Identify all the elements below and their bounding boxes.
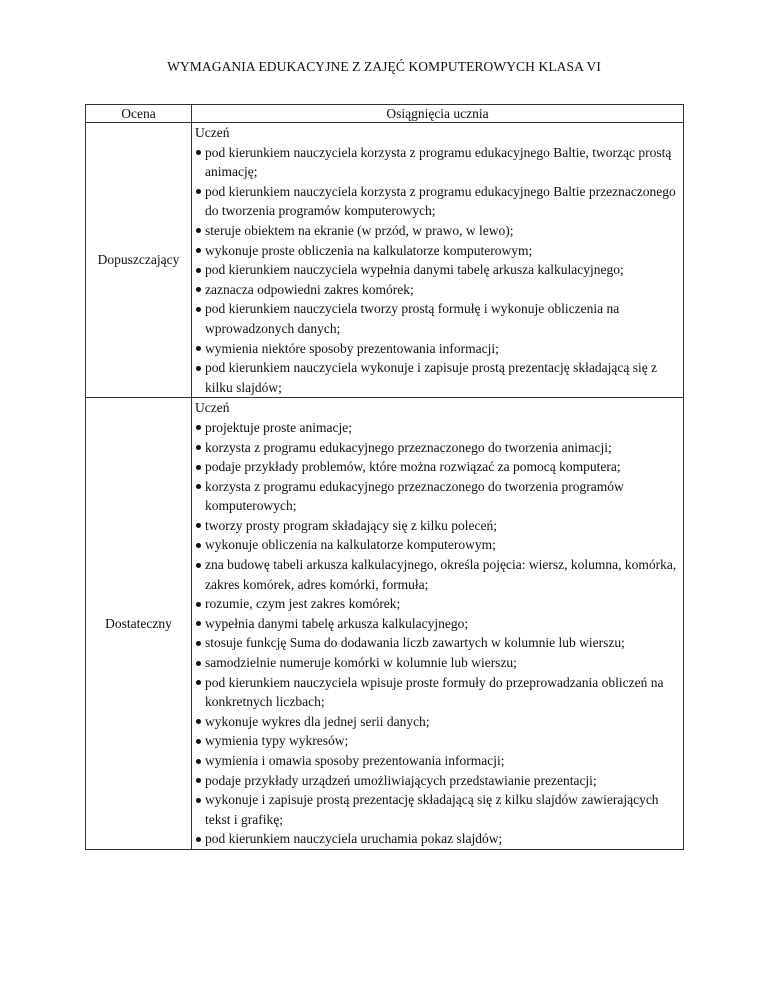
requirements-table [85, 104, 684, 850]
list-item: wypełnia danymi tabelę arkusza kalkulacyjnego; [195, 614, 680, 634]
list-item: rozumie, czym jest zakres komórek; [195, 594, 680, 614]
list-item: podaje przykłady problemów, które można rozwiązać za pomocą komputera; [195, 457, 680, 477]
list-item: wykonuje i zapisuje prostą prezentację składającą się z kilku slajdów zawierających tekst i grafikę; [195, 790, 680, 829]
list-item: wykonuje proste obliczenia na kalkulatorze komputerowym; [195, 241, 680, 261]
list-item: korzysta z programu edukacyjnego przeznaczonego do tworzenia animacji; [195, 438, 680, 458]
list-item: pod kierunkiem nauczyciela korzysta z programu edukacyjnego Baltie, tworząc prostą animację; [195, 143, 680, 182]
list-item: wymienia i omawia sposoby prezentowania informacji; [195, 751, 680, 771]
list-item: samodzielnie numeruje komórki w kolumnie lub wierszu; [195, 653, 680, 673]
header-grade: Ocena [86, 105, 192, 123]
achievements-list [195, 418, 680, 849]
list-item: wymienia niektóre sposoby prezentowania informacji; [195, 339, 680, 359]
achievements-cell [192, 398, 684, 850]
achievements-cell [192, 123, 684, 398]
list-item: pod kierunkiem nauczyciela wpisuje proste formuły do przeprowadzania obliczeń na konkretnych liczbach; [195, 673, 680, 712]
grade-cell: Dopuszczający [86, 123, 192, 398]
list-item: pod kierunkiem nauczyciela uruchamia pokaz slajdów; [195, 829, 680, 849]
list-item: tworzy prosty program składający się z kilku poleceń; [195, 516, 680, 536]
list-item: steruje obiektem na ekranie (w przód, w prawo, w lewo); [195, 221, 680, 241]
table-header-row [86, 105, 684, 123]
list-item: korzysta z programu edukacyjnego przeznaczonego do tworzenia programów komputerowych; [195, 477, 680, 516]
document-title: WYMAGANIA EDUKACYJNE Z ZAJĘĆ KOMPUTEROWYCH KLASA VI [167, 59, 601, 74]
grade-cell: Dostateczny [86, 398, 192, 850]
list-item: zaznacza odpowiedni zakres komórek; [195, 280, 680, 300]
list-item: stosuje funkcję Suma do dodawania liczb zawartych w kolumnie lub wierszu; [195, 633, 680, 653]
list-item: pod kierunkiem nauczyciela korzysta z programu edukacyjnego Baltie przeznaczonego do tworzenia programów komputerowych; [195, 182, 680, 221]
list-item: wykonuje obliczenia na kalkulatorze komputerowym; [195, 535, 680, 555]
achievements-lead: Uczeń [195, 400, 230, 416]
header-achievements: Osiągnięcia ucznia [192, 105, 684, 123]
list-item: projektuje proste animacje; [195, 418, 680, 438]
list-item: pod kierunkiem nauczyciela wykonuje i zapisuje prostą prezentację składającą się z kilku slajdów; [195, 358, 680, 397]
list-item: zna budowę tabeli arkusza kalkulacyjnego, określa pojęcia: wiersz, kolumna, komórka, zakres komórek, adres komórki, formuła; [195, 555, 680, 594]
list-item: podaje przykłady urządzeń umożliwiających przedstawianie prezentacji; [195, 771, 680, 791]
achievements-lead: Uczeń [195, 125, 230, 140]
achievements-list [195, 143, 680, 398]
table-body [86, 123, 684, 850]
table-row [86, 398, 684, 850]
table-row [86, 123, 684, 398]
list-item: pod kierunkiem nauczyciela wypełnia danymi tabelę arkusza kalkulacyjnego; [195, 260, 680, 280]
list-item: wykonuje wykres dla jednej serii danych; [195, 712, 680, 732]
list-item: pod kierunkiem nauczyciela tworzy prostą formułę i wykonuje obliczenia na wprowadzonych danych; [195, 299, 680, 338]
list-item: wymienia typy wykresów; [195, 731, 680, 751]
